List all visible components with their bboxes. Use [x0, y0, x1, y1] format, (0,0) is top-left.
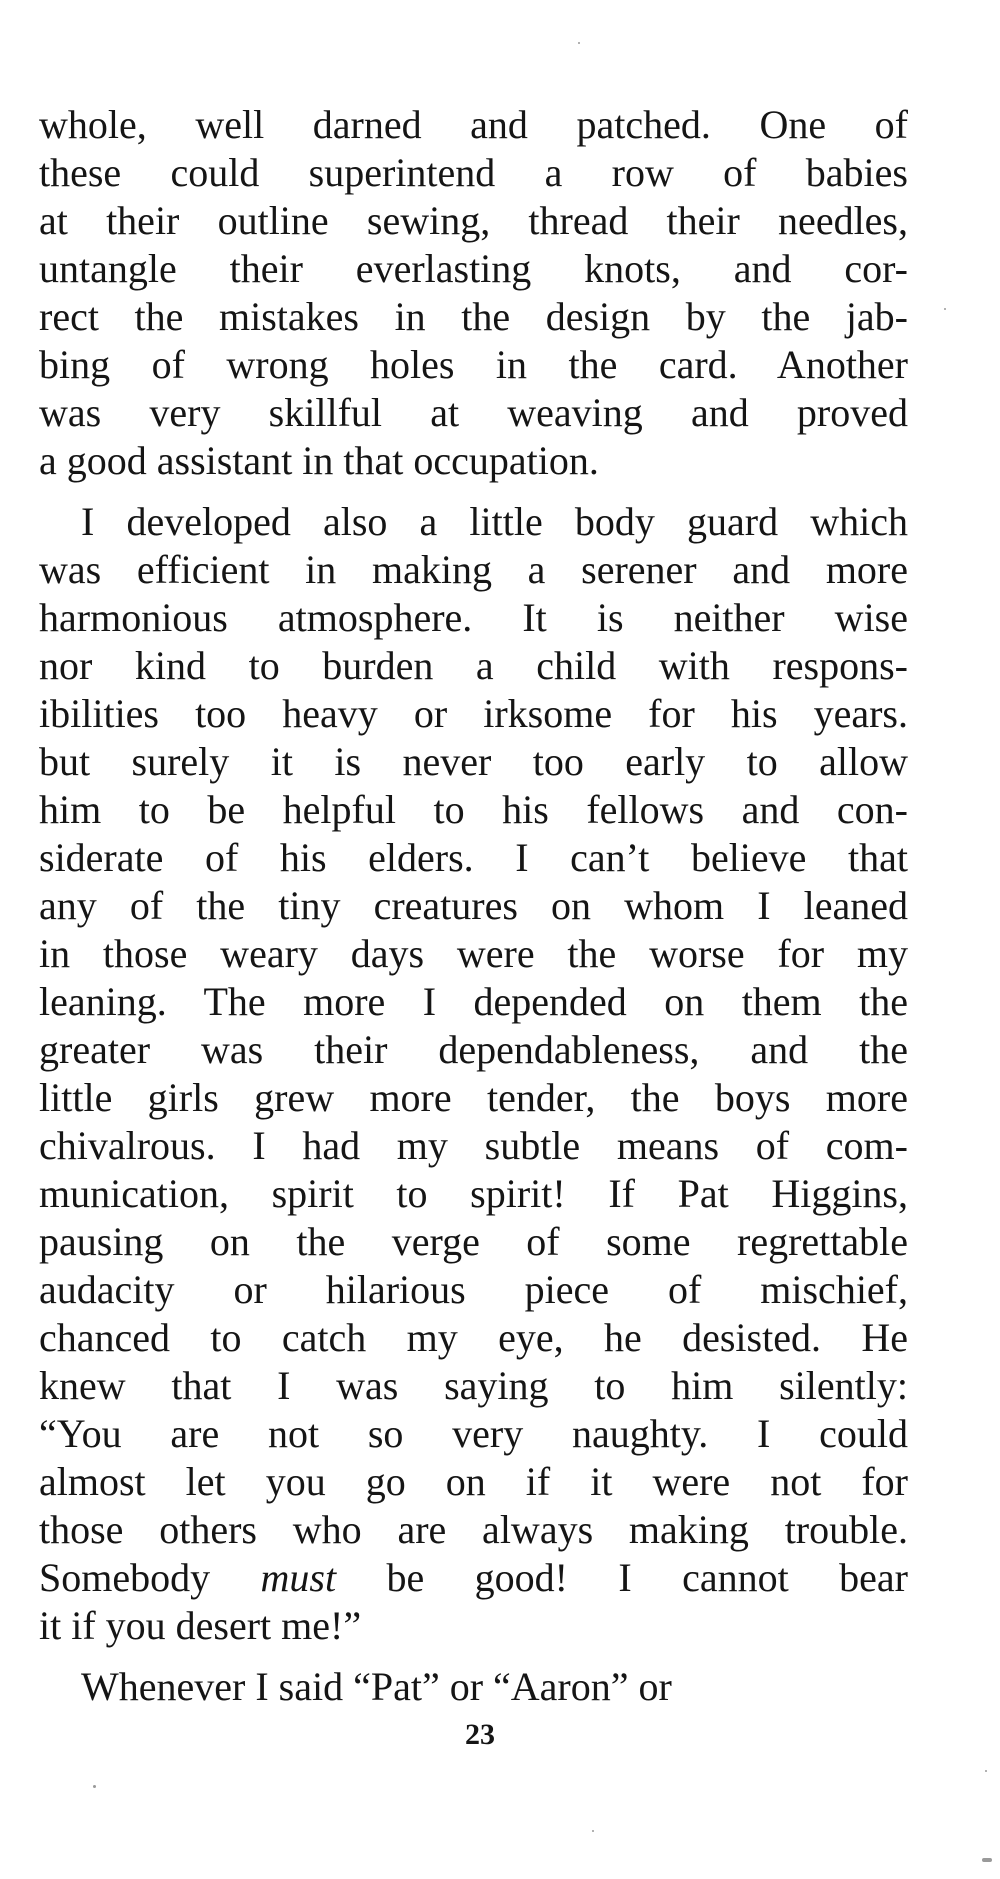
- text-line: Whenever I said “Pat” or “Aaron” or: [81, 1664, 672, 1709]
- text-line: almost let you go on if it were not for: [39, 1459, 908, 1504]
- text-line: chivalrous. I had my subtle means of com-: [39, 1123, 908, 1168]
- print-speck: [592, 1830, 594, 1832]
- paragraph-2: [39, 498, 908, 1650]
- text-line: I developed also a little body guard which: [81, 499, 908, 544]
- text-line: these could superintend a row of babies: [39, 150, 908, 195]
- emphasis-word: must: [260, 1555, 337, 1600]
- text-line: munication, spirit to spirit! If Pat Higgins,: [39, 1171, 908, 1216]
- paragraph-1: [39, 101, 908, 485]
- text-line: but surely it is never too early to allow: [39, 739, 908, 784]
- text-line: ibilities too heavy or irksome for his years.: [39, 691, 908, 736]
- body-text: [39, 101, 908, 1711]
- text-line: any of the tiny creatures on whom I leaned: [39, 883, 908, 928]
- text-line: in those weary days were the worse for my: [39, 931, 908, 976]
- text-line: untangle their everlasting knots, and cor-: [39, 246, 908, 291]
- paragraph-3: [39, 1663, 908, 1711]
- text-line: harmonious atmosphere. It is neither wise: [39, 595, 908, 640]
- text-line: nor kind to burden a child with respons-: [39, 643, 908, 688]
- print-speck: [93, 1785, 96, 1788]
- text-line-emphasis: Somebody must be good! I cannot bear: [39, 1555, 908, 1600]
- text-line: audacity or hilarious piece of mischief,: [39, 1267, 908, 1312]
- print-speck: [985, 1770, 987, 1772]
- text-line: chanced to catch my eye, he desisted. He: [39, 1315, 908, 1360]
- print-speck: [578, 42, 580, 44]
- text-line: pausing on the verge of some regrettable: [39, 1219, 908, 1264]
- text-line: whole, well darned and patched. One of: [39, 102, 908, 147]
- text-line: leaning. The more I depended on them the: [39, 979, 908, 1024]
- text-line: bing of wrong holes in the card. Another: [39, 342, 908, 387]
- print-speck: [944, 308, 946, 310]
- text-line: it if you desert me!”: [39, 1603, 362, 1648]
- text-line: greater was their dependableness, and the: [39, 1027, 908, 1072]
- print-speck: [982, 1858, 992, 1862]
- text-line: “You are not so very naughty. I could: [39, 1411, 908, 1456]
- text-line: siderate of his elders. I can’t believe that: [39, 835, 908, 880]
- text-line: little girls grew more tender, the boys more: [39, 1075, 908, 1120]
- text-line: was efficient in making a serener and more: [39, 547, 908, 592]
- text-line: knew that I was saying to him silently:: [39, 1363, 908, 1408]
- text-line: at their outline sewing, thread their needles,: [39, 198, 908, 243]
- page-number: 23: [465, 1718, 495, 1751]
- text-line: a good assistant in that occupation.: [39, 438, 599, 483]
- text-line: him to be helpful to his fellows and con-: [39, 787, 908, 832]
- text-line: those others who are always making trouble.: [39, 1507, 908, 1552]
- text-line: was very skillful at weaving and proved: [39, 390, 908, 435]
- text-line: rect the mistakes in the design by the jab-: [39, 294, 908, 339]
